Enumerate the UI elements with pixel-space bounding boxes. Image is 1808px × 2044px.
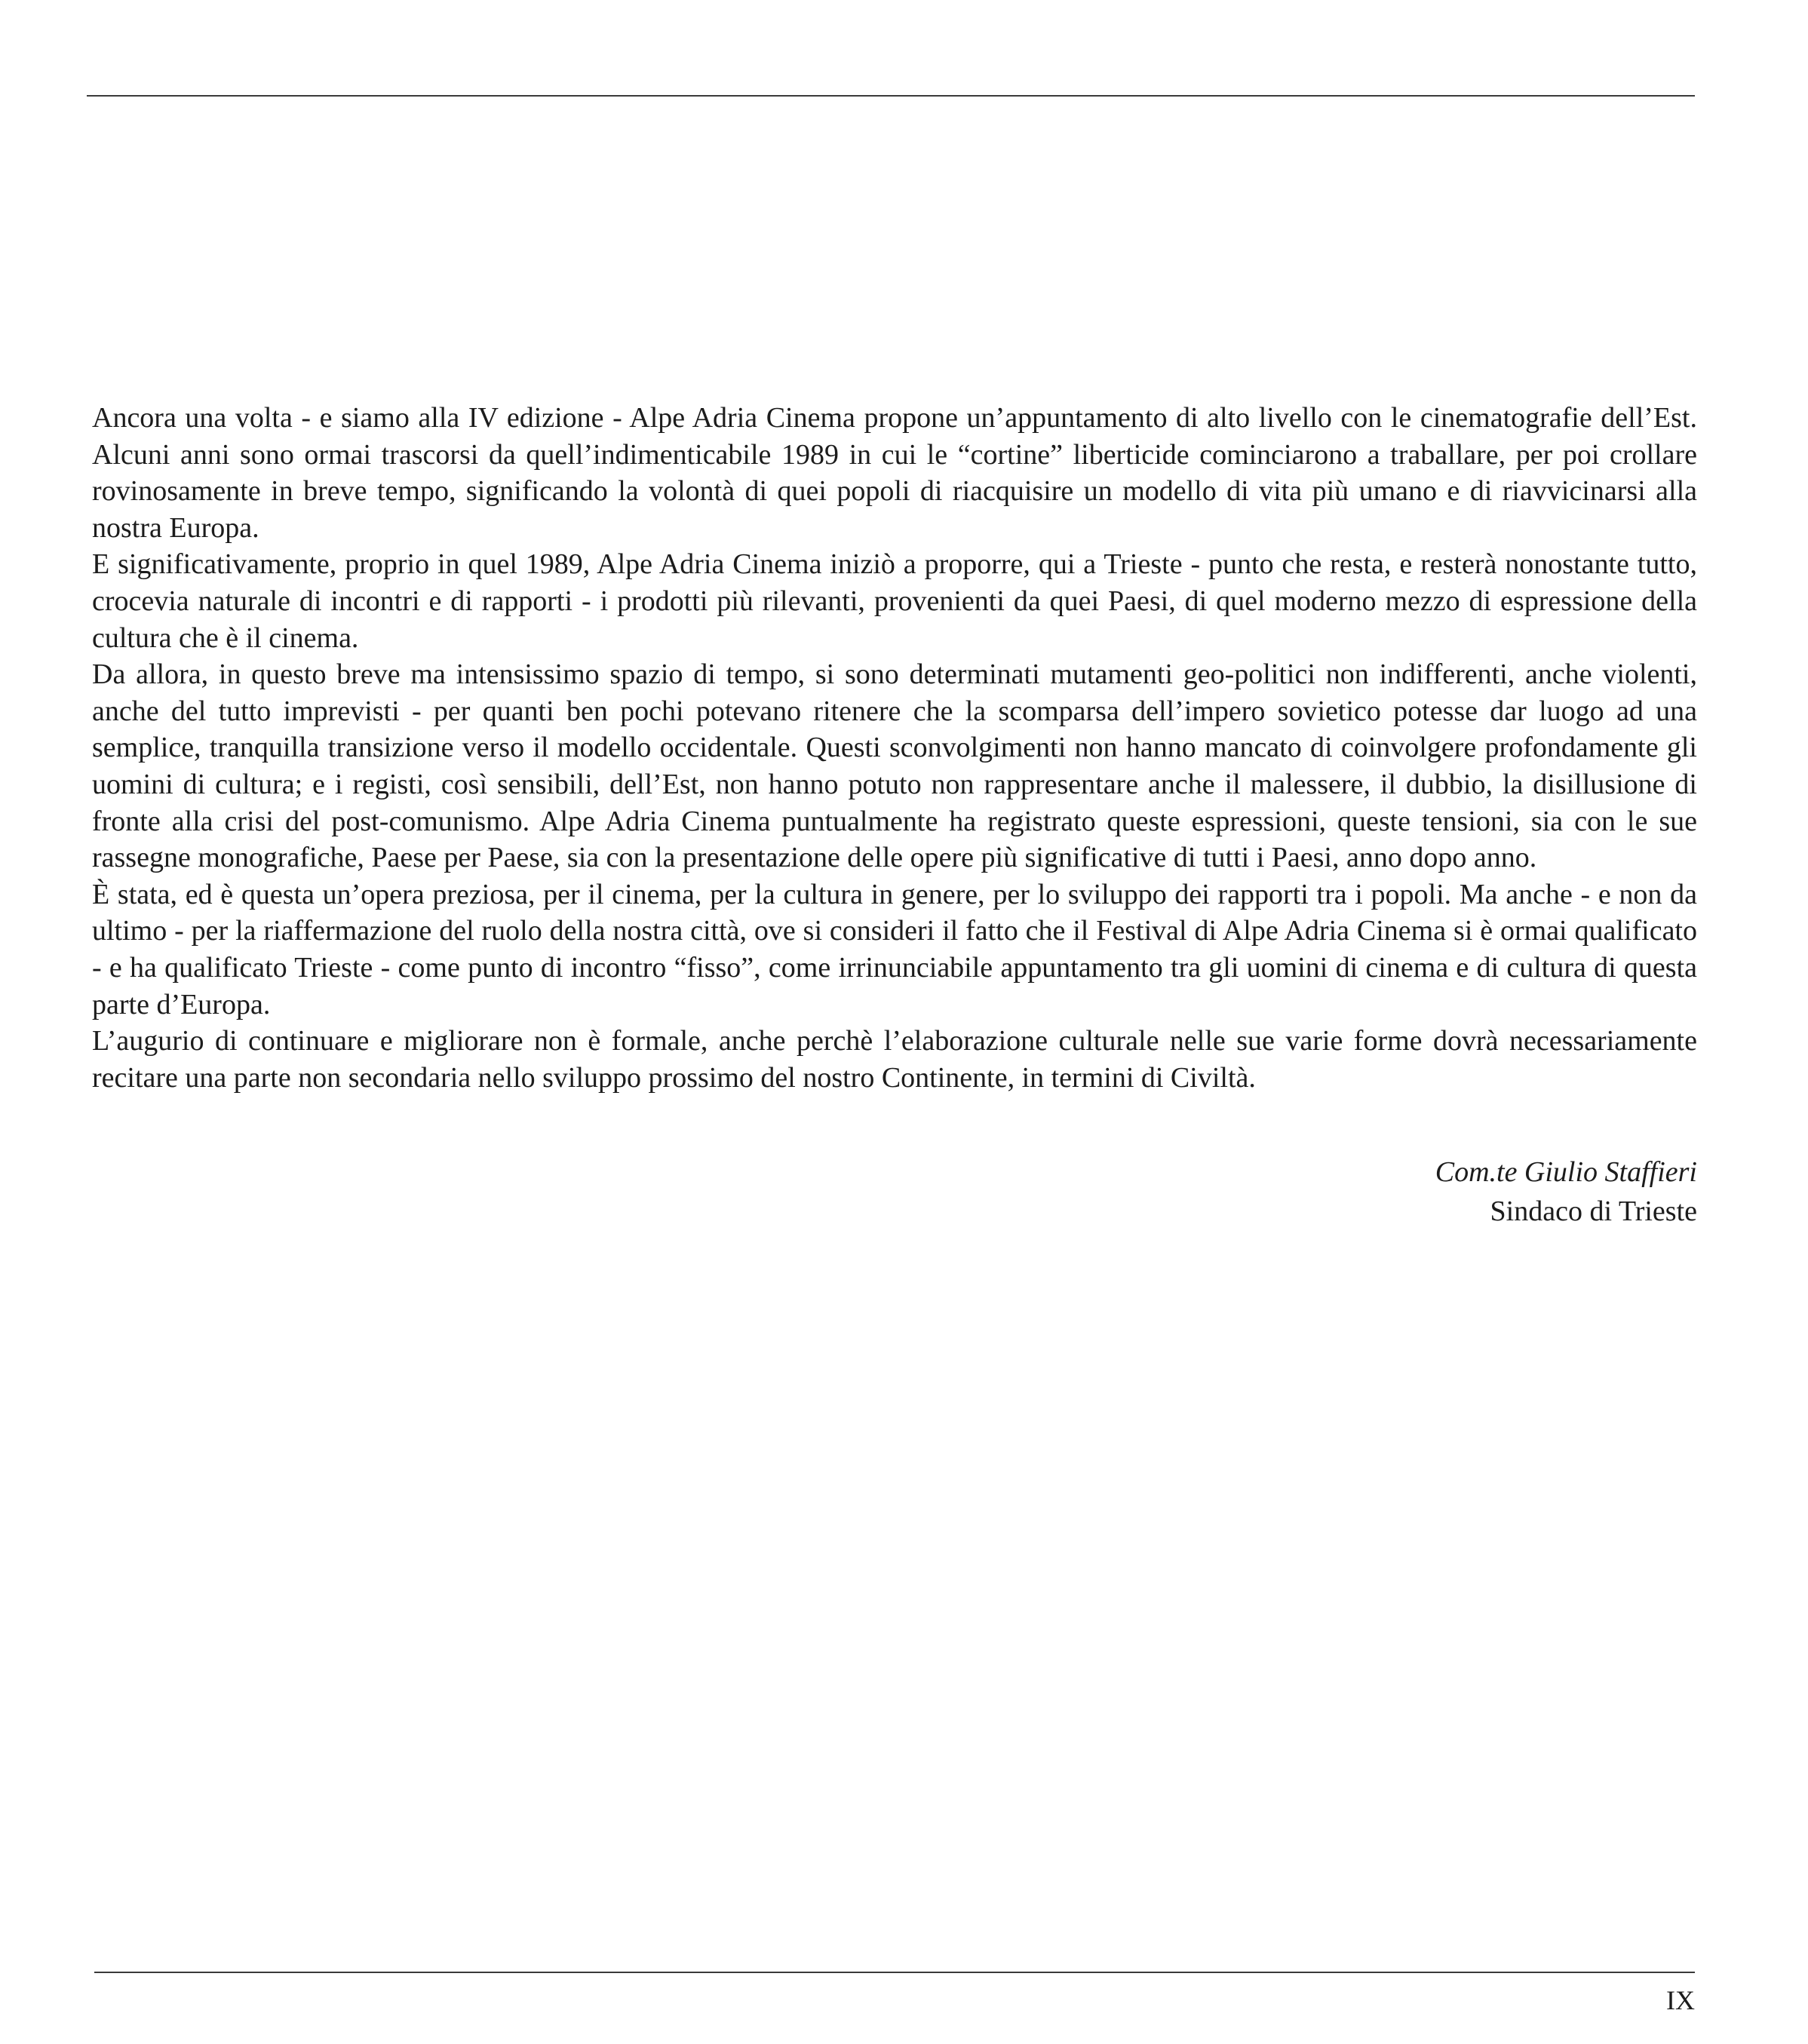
letter-body xyxy=(92,400,1697,1096)
paragraph: È stata, ed è questa un’opera preziosa, per il cinema, per la cultura in genere, per lo sviluppo dei rapporti tra i popoli. Ma anche - e non da ultimo - per la riaffermazione del ruolo della nostra città, ove si consideri il fatto che il Festival di Alpe Adria Cinema si è ormai qualificato - e ha qualificato Trieste - come punto di incontro “fisso”, come irrinunciabile appuntamento tra gli uomini di cinema e di cultura di questa parte d’Europa. xyxy=(92,878,1697,1020)
signatory-role: Sindaco di Trieste xyxy=(1490,1195,1697,1227)
paragraph: Da allora, in questo breve ma intensissimo spazio di tempo, si sono determinati mutamenti geo-politici non indifferenti, anche violenti, anche del tutto imprevisti - per quanti ben pochi potevano ritenere che la scomparsa dell’impero sovietico potesse dar luogo ad una semplice, tranquilla transizione verso il modello occidentale. Questi sconvolgimenti non hanno mancato di coinvolgere profondamente gli uomini di cultura; e i registi, così sensibili, dell’Est, non hanno potuto non rappresentare anche il malessere, il dubbio, la disillusione di fronte alla crisi del post-comunismo. Alpe Adria Cinema puntualmente ha registrato queste espressioni, queste tensioni, sia con le sue rassegne monografiche, Paese per Paese, sia con la presentazione delle opere più significative di tutti i Paesi, anno dopo anno. xyxy=(92,658,1697,874)
page-number: IX xyxy=(1666,1985,1695,2015)
paragraph: L’augurio di continuare e migliorare non è formale, anche perchè l’elaborazione culturale nelle sue varie forme dovrà necessariamente recitare una parte non secondaria nello sviluppo prossimo del nostro Continente, in termini di Civiltà. xyxy=(92,1025,1697,1094)
paragraph: E significativamente, proprio in quel 1989, Alpe Adria Cinema iniziò a proporre, qui a Trieste - punto che resta, e resterà nonostante tutto, crocevia naturale di incontri e di rapporti - i prodotti più rilevanti, provenienti da quei Paesi, di quel moderno mezzo di espressione della cultura che è il cinema. xyxy=(92,548,1697,654)
bottom-rule xyxy=(94,1972,1695,1973)
signature-block xyxy=(1435,1152,1697,1231)
top-rule xyxy=(87,95,1695,97)
paragraph: Ancora una volta - e siamo alla IV edizione - Alpe Adria Cinema propone un’appuntamento di alto livello con le cinematografie dell’Est. Alcuni anni sono ormai trascorsi da quell’indimenticabile 1989 in cui le “cortine” liberticide cominciarono a traballare, per poi crollare rovinosamente in breve tempo, significando la volontà di quei popoli di riacquisire un modello di vita più umano e di riavvicinarsi alla nostra Europa. xyxy=(92,402,1697,544)
signatory-name: Com.te Giulio Staffieri xyxy=(1435,1156,1697,1188)
